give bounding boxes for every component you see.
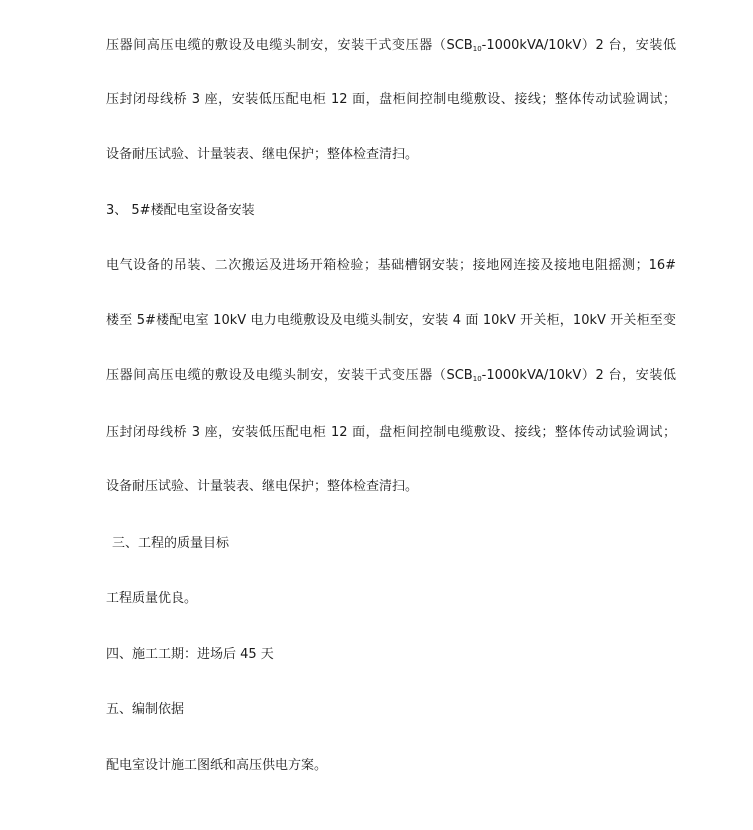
paragraph-2-line-3 bbox=[106, 366, 676, 389]
text-run: 压器间高压电缆的敷设及电缆头制安，安装干式变压器（SCB bbox=[106, 38, 473, 53]
subscript: 10 bbox=[472, 375, 482, 383]
subscript: 10 bbox=[472, 45, 482, 53]
text-run: -1000kVA/10kV）2 台，安装低 bbox=[481, 38, 676, 53]
basis-text: 配电室设计施工图纸和高压供电方案。 bbox=[106, 758, 328, 773]
construction-period: 四、施工工期：进场后 45 天 bbox=[106, 647, 274, 662]
paragraph-1-line-3: 设备耐压试验、计量装表、继电保护；整体检查清扫。 bbox=[106, 147, 419, 162]
basis-heading: 五、编制依据 bbox=[106, 702, 185, 717]
quality-goal-text: 工程质量优良。 bbox=[106, 591, 198, 606]
text-run: -1000kVA/10kV）2 台，安装低 bbox=[481, 368, 676, 383]
quality-goal-heading: 三、工程的质量目标 bbox=[112, 536, 230, 551]
paragraph-1-line-2: 压封闭母线桥 3 座，安装低压配电柜 12 面，盘柜间控制电缆敷设、接线；整体传动试验调试； bbox=[106, 92, 676, 107]
text-run: 压器间高压电缆的敷设及电缆头制安，安装干式变压器（SCB bbox=[106, 368, 473, 383]
paragraph-2-line-5: 设备耐压试验、计量装表、继电保护；整体检查清扫。 bbox=[106, 479, 419, 494]
paragraph-2-line-2: 楼至 5#楼配电室 10kV 电力电缆敷设及电缆头制安，安装 4 面 10kV 开关柜，10kV 开关柜至变 bbox=[106, 313, 676, 328]
paragraph-2-line-4: 压封闭母线桥 3 座，安装低压配电柜 12 面，盘柜间控制电缆敷设、接线；整体传动试验调试； bbox=[106, 425, 676, 440]
paragraph-1-line-1 bbox=[106, 36, 676, 59]
paragraph-2-line-1: 电气设备的吊装、二次搬运及进场开箱检验；基础槽钢安装；接地网连接及接地电阻摇测；16# bbox=[106, 258, 676, 273]
section-3-heading: 3、 5#楼配电室设备安装 bbox=[106, 203, 255, 218]
